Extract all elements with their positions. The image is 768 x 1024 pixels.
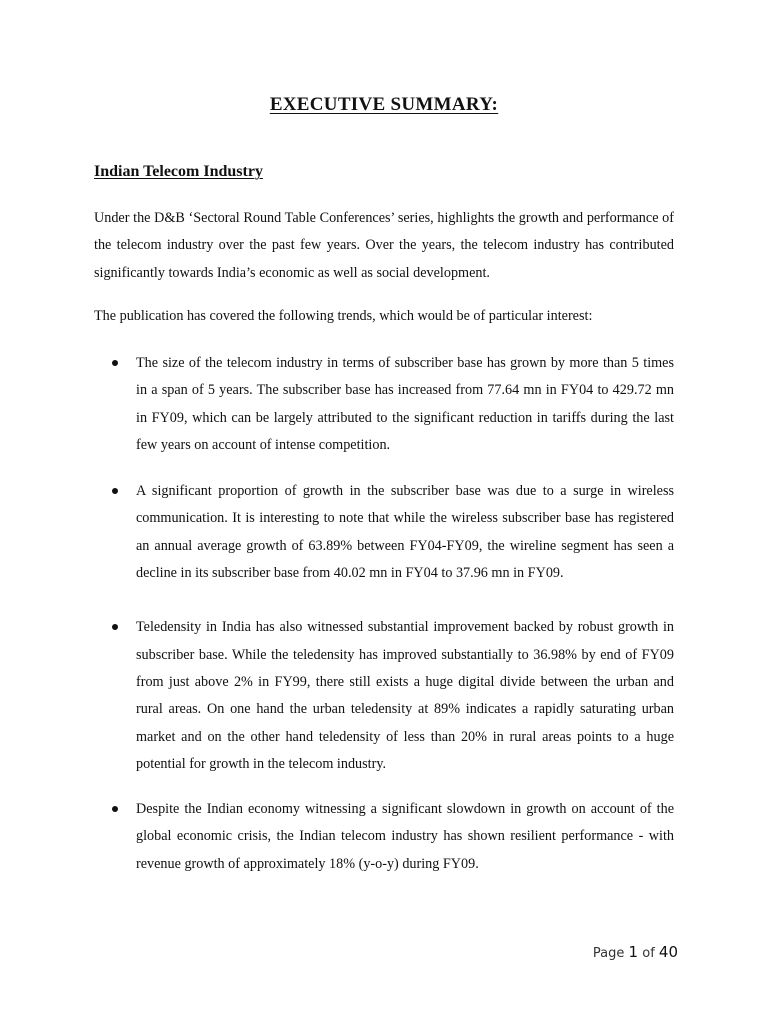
bullet-text: The size of the telecom industry in terms of subscriber base has grown by more than 5 times in a span of 5 years. The subscriber base has increased from 77.64 mn in FY04 to 429.72 mn in FY09, which can be largely attributed to the significant reduction in tariffs during the last few years on account of intense competition. (136, 355, 674, 453)
of-label: of (642, 946, 655, 961)
current-page-number: 1 (628, 943, 639, 961)
page-number-footer (593, 940, 678, 966)
intro-paragraph: Under the D&B ‘Sectoral Round Table Conferences’ series, highlights the growth and performance of the telecom industry over the past few years. Over the years, the telecom industry has contributed significantly towards India’s economic as well as social development. (94, 210, 674, 281)
bullet-item (94, 614, 674, 778)
trends-intro-paragraph: The publication has covered the following trends, which would be of particular interest: (94, 308, 593, 324)
bullet-item (94, 796, 674, 878)
page-label: Page (592, 946, 625, 961)
bullet-text: A significant proportion of growth in the subscriber base was due to a surge in wireless communication. It is interesting to note that while the wireless subscriber base has registered an annual average growth of 63.89% between FY04-FY09, the wireline segment has seen a decline in its subscriber base from 40.02 mn in FY04 to 37.96 mn in FY09. (136, 483, 674, 582)
bullet-dot-icon (112, 624, 118, 630)
bullet-text: Despite the Indian economy witnessing a significant slowdown in growth on account of the global economic crisis, the Indian telecom industry has shown resilient performance - with revenue growth of approximately 18% (y-o-y) during FY09. (136, 801, 674, 872)
trends-bullet-list (94, 350, 674, 878)
section-heading: Indian Telecom Industry (94, 163, 263, 180)
bullet-item (94, 478, 674, 587)
bullet-dot-icon (112, 360, 118, 366)
total-pages-number: 40 (658, 943, 678, 961)
bullet-dot-icon (112, 488, 118, 494)
bullet-dot-icon (112, 806, 118, 812)
bullet-text: Teledensity in India has also witnessed substantial improvement backed by robust growth in subscriber base. While the teledensity has improved substantially to 36.98% by end of FY09 from just above 2% in FY99, there still exists a huge digital divide between the urban and rural areas. On one hand the urban teledensity at 89% indicates a rapidly saturating urban market and on the other hand teledensity of less than 20% in rural areas points to a huge potential for growth in the telecom industry. (136, 619, 674, 772)
bullet-item (94, 350, 674, 459)
page-title: EXECUTIVE SUMMARY: (269, 94, 499, 115)
